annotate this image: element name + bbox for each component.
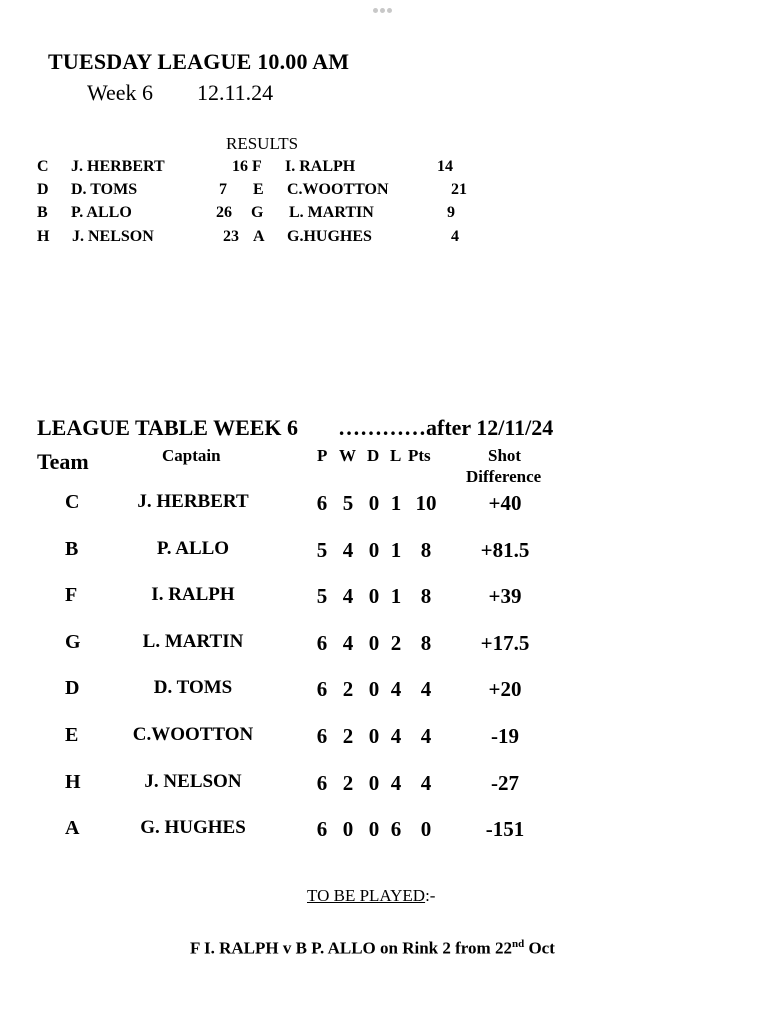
- home-captain: P. ALLO: [71, 204, 132, 221]
- lost: 1: [390, 584, 402, 608]
- played: 6: [316, 724, 328, 748]
- home-score: 26: [216, 204, 232, 221]
- team-code: C: [65, 491, 80, 513]
- won: 5: [342, 491, 354, 515]
- points: 4: [420, 771, 432, 795]
- captain-name: J. HERBERT: [137, 491, 249, 512]
- shot-difference: +39: [488, 584, 522, 608]
- won: 2: [342, 724, 354, 748]
- away-team-code: E: [253, 181, 264, 198]
- played: 6: [316, 677, 328, 701]
- header-won: W: [339, 446, 356, 465]
- shot-difference: -19: [491, 724, 519, 748]
- home-captain: J. HERBERT: [71, 158, 165, 175]
- home-team-code: C: [37, 158, 49, 175]
- team-code: D: [65, 677, 80, 699]
- to-be-played-label: TO BE PLAYED: [307, 886, 426, 905]
- date-label: 12.11.24: [197, 80, 274, 105]
- drawn: 0: [368, 538, 380, 562]
- header-drawn: D: [367, 446, 380, 465]
- home-team-code: B: [37, 204, 48, 221]
- shot-difference: +81.5: [480, 538, 530, 562]
- fixture-ordinal: nd: [511, 938, 525, 950]
- captain-name: D. TOMS: [153, 677, 233, 698]
- lost: 4: [390, 724, 402, 748]
- away-captain: I. RALPH: [285, 158, 356, 175]
- week-label: Week 6: [87, 80, 154, 105]
- team-code: E: [65, 724, 79, 746]
- drawn: 0: [368, 491, 380, 515]
- away-score: 4: [451, 228, 459, 245]
- points: 8: [420, 538, 432, 562]
- header-played: P: [317, 446, 328, 465]
- played: 6: [316, 491, 328, 515]
- home-team-code: D: [37, 181, 49, 198]
- page-title: TUESDAY LEAGUE 10.00 AM: [48, 49, 350, 74]
- header-team: Team: [37, 449, 89, 474]
- won: 2: [342, 771, 354, 795]
- shot-difference: +17.5: [480, 631, 530, 655]
- results-heading: RESULTS: [226, 134, 299, 153]
- away-captain: G.HUGHES: [287, 228, 372, 245]
- captain-name: G. HUGHES: [140, 817, 246, 838]
- team-code: B: [65, 538, 79, 560]
- played: 6: [316, 771, 328, 795]
- played: 5: [316, 538, 328, 562]
- to-be-played-heading: [307, 886, 435, 906]
- points: 8: [420, 631, 432, 655]
- shot-difference: -27: [491, 771, 519, 795]
- home-score: 23: [223, 228, 239, 245]
- lost: 1: [390, 538, 402, 562]
- away-team-code: A: [253, 228, 265, 245]
- won: 0: [342, 817, 354, 841]
- league-table-after-date: …………after 12/11/24: [338, 415, 554, 440]
- away-score: 21: [451, 181, 467, 198]
- shot-difference: +40: [488, 491, 522, 515]
- lost: 4: [390, 771, 402, 795]
- header-lost: L: [390, 446, 402, 465]
- more-options-icon[interactable]: [373, 8, 392, 13]
- away-captain: L. MARTIN: [289, 204, 374, 221]
- header-captain: Captain: [162, 446, 221, 465]
- shot-difference: -151: [485, 817, 525, 841]
- fixture-month: Oct: [524, 938, 555, 958]
- played: 6: [316, 817, 328, 841]
- captain-name: I. RALPH: [151, 584, 235, 605]
- won: 2: [342, 677, 354, 701]
- away-captain: C.WOOTTON: [287, 181, 389, 198]
- drawn: 0: [368, 631, 380, 655]
- played: 5: [316, 584, 328, 608]
- drawn: 0: [368, 771, 380, 795]
- drawn: 0: [368, 677, 380, 701]
- captain-name: J. NELSON: [144, 771, 242, 792]
- captain-name: C.WOOTTON: [132, 724, 254, 745]
- drawn: 0: [368, 817, 380, 841]
- league-table-title: LEAGUE TABLE WEEK 6: [37, 415, 299, 440]
- team-code: F: [65, 584, 78, 606]
- drawn: 0: [368, 584, 380, 608]
- won: 4: [342, 631, 354, 655]
- home-score: 16: [232, 158, 248, 175]
- header-points: Pts: [408, 446, 431, 465]
- points: 4: [420, 724, 432, 748]
- away-score: 14: [437, 158, 453, 175]
- away-score: 9: [447, 204, 455, 221]
- upcoming-fixture: [190, 938, 555, 959]
- won: 4: [342, 584, 354, 608]
- lost: 6: [390, 817, 402, 841]
- away-team-code: G: [251, 204, 264, 221]
- home-captain: J. NELSON: [72, 228, 154, 245]
- points: 4: [420, 677, 432, 701]
- points: 8: [420, 584, 432, 608]
- lost: 1: [390, 491, 402, 515]
- points: 10: [415, 491, 437, 515]
- fixture-text: F I. RALPH v B P. ALLO on Rink 2 from 22: [190, 938, 512, 958]
- captain-name: P. ALLO: [156, 538, 230, 559]
- home-team-code: H: [37, 228, 50, 245]
- won: 4: [342, 538, 354, 562]
- home-captain: D. TOMS: [71, 181, 138, 198]
- points: 0: [420, 817, 432, 841]
- team-code: G: [65, 631, 81, 653]
- drawn: 0: [368, 724, 380, 748]
- home-score: 7: [219, 181, 227, 198]
- lost: 4: [390, 677, 402, 701]
- away-team-code: F: [252, 158, 262, 175]
- team-code: H: [65, 771, 81, 793]
- header-shot: Shot: [488, 446, 522, 465]
- team-code: A: [65, 817, 80, 839]
- header-difference: Difference: [466, 467, 542, 486]
- to-be-played-suffix: :-: [425, 886, 436, 905]
- shot-difference: +20: [488, 677, 522, 701]
- lost: 2: [390, 631, 402, 655]
- played: 6: [316, 631, 328, 655]
- captain-name: L. MARTIN: [142, 631, 244, 652]
